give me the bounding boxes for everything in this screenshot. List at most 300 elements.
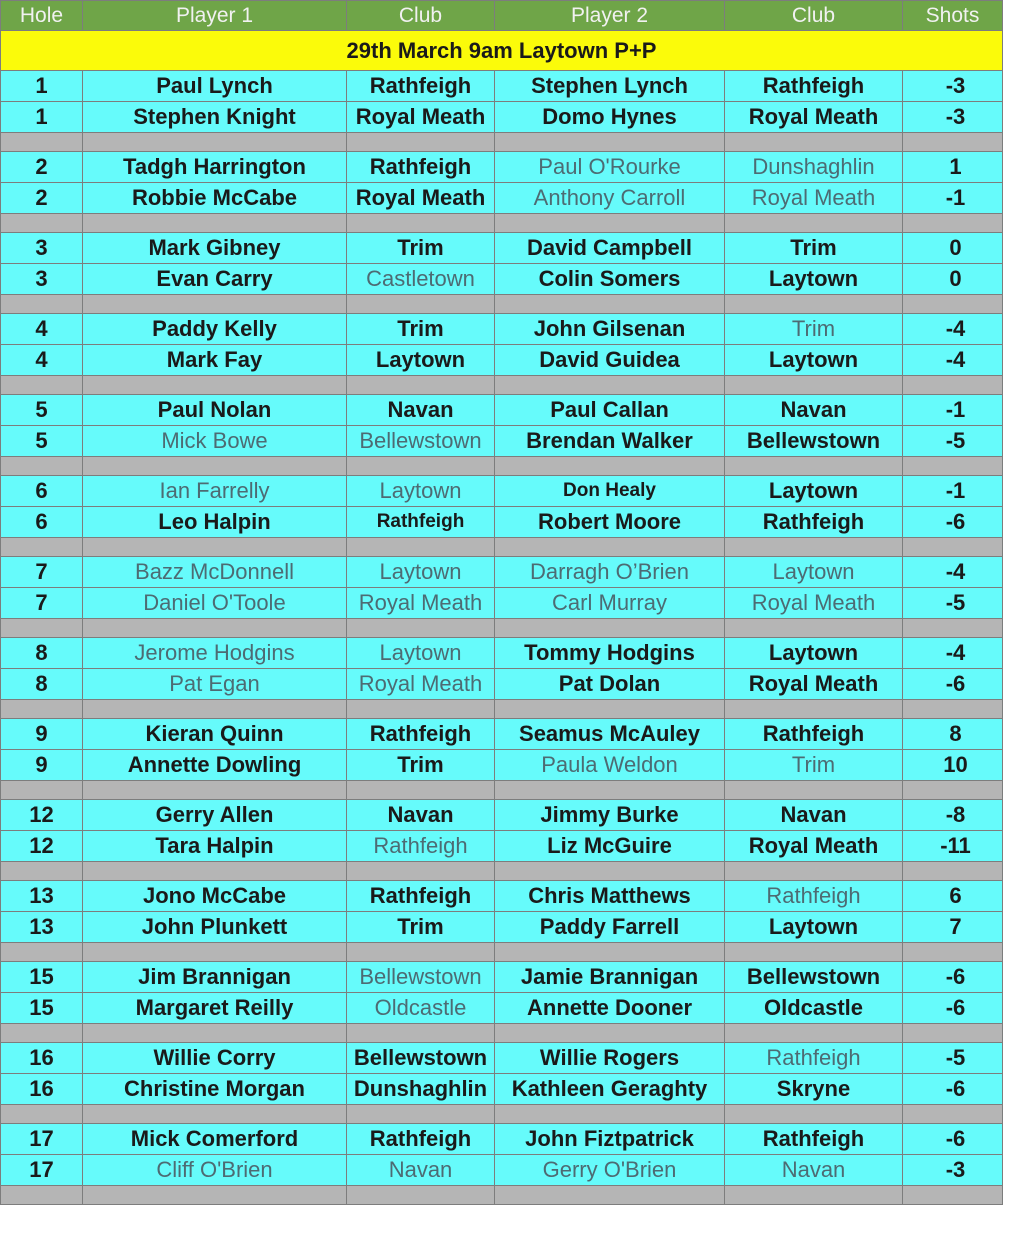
cell-club2[interactable]: Laytown: [725, 638, 903, 669]
cell-player2[interactable]: Jimmy Burke: [495, 800, 725, 831]
title-row: [1, 31, 1003, 71]
cell-club2[interactable]: Royal Meath: [725, 588, 903, 619]
table-row: [1, 426, 1003, 457]
empty-cell[interactable]: [495, 619, 725, 638]
empty-cell[interactable]: [83, 700, 347, 719]
cell-hole[interactable]: 3: [1, 264, 83, 295]
cell-club2[interactable]: Royal Meath: [725, 102, 903, 133]
empty-cell[interactable]: [83, 295, 347, 314]
cell-player2[interactable]: Jamie Brannigan: [495, 962, 725, 993]
cell-hole[interactable]: 8: [1, 638, 83, 669]
cell-hole[interactable]: 7: [1, 557, 83, 588]
empty-cell[interactable]: [83, 1186, 347, 1205]
empty-cell[interactable]: [725, 943, 903, 962]
cell-player2[interactable]: John Fiztpatrick: [495, 1124, 725, 1155]
cell-club2[interactable]: Rathfeigh: [725, 881, 903, 912]
empty-cell[interactable]: [495, 1186, 725, 1205]
table-row: [1, 881, 1003, 912]
empty-cell[interactable]: [347, 943, 495, 962]
cell-shots[interactable]: -5: [903, 1043, 1003, 1074]
cell-player2[interactable]: Seamus McAuley: [495, 719, 725, 750]
empty-cell[interactable]: [83, 619, 347, 638]
cell-club1[interactable]: Laytown: [347, 476, 495, 507]
empty-cell[interactable]: [347, 700, 495, 719]
cell-hole[interactable]: 15: [1, 993, 83, 1024]
empty-cell[interactable]: [495, 781, 725, 800]
empty-cell[interactable]: [903, 376, 1003, 395]
cell-club1[interactable]: Royal Meath: [347, 588, 495, 619]
table-row: [1, 993, 1003, 1024]
empty-cell[interactable]: [903, 1186, 1003, 1205]
empty-cell[interactable]: [83, 862, 347, 881]
cell-club1[interactable]: Rathfeigh: [347, 881, 495, 912]
cell-club1[interactable]: Royal Meath: [347, 183, 495, 214]
cell-club2[interactable]: Trim: [725, 750, 903, 781]
cell-club2[interactable]: Royal Meath: [725, 669, 903, 700]
cell-shots[interactable]: -3: [903, 1155, 1003, 1186]
cell-hole[interactable]: 13: [1, 912, 83, 943]
cell-player2[interactable]: Chris Matthews: [495, 881, 725, 912]
cell-shots[interactable]: -6: [903, 507, 1003, 538]
table-row: [1, 669, 1003, 700]
empty-cell[interactable]: [347, 1024, 495, 1043]
cell-shots[interactable]: -3: [903, 102, 1003, 133]
cell-shots[interactable]: -6: [903, 1124, 1003, 1155]
cell-hole[interactable]: 5: [1, 395, 83, 426]
cell-club2[interactable]: Rathfeigh: [725, 71, 903, 102]
empty-cell[interactable]: [725, 1024, 903, 1043]
empty-cell[interactable]: [83, 133, 347, 152]
cell-club2[interactable]: Laytown: [725, 557, 903, 588]
table-row: [1, 962, 1003, 993]
empty-cell[interactable]: [1, 1105, 83, 1124]
table-row: [1, 831, 1003, 862]
table-row: [1, 1043, 1003, 1074]
column-header-club-1[interactable]: Club: [347, 1, 495, 31]
table-row: [1, 345, 1003, 376]
cell-club2[interactable]: Laytown: [725, 264, 903, 295]
cell-club2[interactable]: Laytown: [725, 912, 903, 943]
separator-row: [1, 133, 1003, 152]
empty-cell[interactable]: [347, 457, 495, 476]
cell-club1[interactable]: Bellewstown: [347, 962, 495, 993]
cell-player1[interactable]: Robbie McCabe: [83, 183, 347, 214]
cell-shots[interactable]: -1: [903, 476, 1003, 507]
cell-club1[interactable]: Rathfeigh: [347, 719, 495, 750]
table-row: [1, 912, 1003, 943]
cell-player2[interactable]: David Campbell: [495, 233, 725, 264]
cell-player2[interactable]: Don Healy: [495, 476, 725, 507]
cell-club1[interactable]: Bellewstown: [347, 426, 495, 457]
empty-cell[interactable]: [1, 700, 83, 719]
separator-row: [1, 781, 1003, 800]
cell-club2[interactable]: Trim: [725, 314, 903, 345]
empty-cell[interactable]: [83, 943, 347, 962]
cell-club2[interactable]: Oldcastle: [725, 993, 903, 1024]
cell-shots[interactable]: -4: [903, 638, 1003, 669]
empty-cell[interactable]: [725, 133, 903, 152]
cell-club1[interactable]: Trim: [347, 750, 495, 781]
empty-cell[interactable]: [347, 133, 495, 152]
empty-cell[interactable]: [347, 862, 495, 881]
cell-club1[interactable]: Dunshaghlin: [347, 1074, 495, 1105]
empty-cell[interactable]: [83, 538, 347, 557]
cell-hole[interactable]: 16: [1, 1043, 83, 1074]
table-row: [1, 476, 1003, 507]
table-row: [1, 557, 1003, 588]
empty-cell[interactable]: [495, 376, 725, 395]
empty-cell[interactable]: [903, 1024, 1003, 1043]
empty-cell[interactable]: [1, 133, 83, 152]
cell-player2[interactable]: Kathleen Geraghty: [495, 1074, 725, 1105]
empty-cell[interactable]: [495, 457, 725, 476]
column-header-player-2[interactable]: Player 2: [495, 1, 725, 31]
cell-club2[interactable]: Laytown: [725, 345, 903, 376]
cell-hole[interactable]: 13: [1, 881, 83, 912]
cell-club2[interactable]: Trim: [725, 233, 903, 264]
cell-shots[interactable]: -6: [903, 962, 1003, 993]
cell-shots[interactable]: -4: [903, 557, 1003, 588]
cell-player1[interactable]: Daniel O'Toole: [83, 588, 347, 619]
table-row: [1, 1124, 1003, 1155]
empty-cell[interactable]: [903, 295, 1003, 314]
cell-hole[interactable]: 17: [1, 1155, 83, 1186]
empty-cell[interactable]: [1, 619, 83, 638]
separator-row: [1, 862, 1003, 881]
empty-cell[interactable]: [347, 619, 495, 638]
empty-cell[interactable]: [83, 214, 347, 233]
cell-player2[interactable]: Paul Callan: [495, 395, 725, 426]
cell-player1[interactable]: Jerome Hodgins: [83, 638, 347, 669]
empty-cell[interactable]: [1, 538, 83, 557]
empty-cell[interactable]: [725, 376, 903, 395]
cell-shots[interactable]: -5: [903, 588, 1003, 619]
empty-cell[interactable]: [495, 1024, 725, 1043]
empty-cell[interactable]: [1, 1024, 83, 1043]
empty-cell[interactable]: [83, 781, 347, 800]
cell-club1[interactable]: Navan: [347, 1155, 495, 1186]
cell-player1[interactable]: Bazz McDonnell: [83, 557, 347, 588]
empty-cell[interactable]: [903, 214, 1003, 233]
cell-club1[interactable]: Navan: [347, 800, 495, 831]
cell-player2[interactable]: Tommy Hodgins: [495, 638, 725, 669]
cell-club2[interactable]: Navan: [725, 800, 903, 831]
cell-club1[interactable]: Trim: [347, 314, 495, 345]
cell-shots[interactable]: -6: [903, 1074, 1003, 1105]
cell-club1[interactable]: Laytown: [347, 638, 495, 669]
cell-club2[interactable]: Bellewstown: [725, 962, 903, 993]
empty-cell[interactable]: [1, 457, 83, 476]
cell-shots[interactable]: -6: [903, 993, 1003, 1024]
cell-player1[interactable]: Paul Lynch: [83, 71, 347, 102]
empty-cell[interactable]: [903, 619, 1003, 638]
cell-club2[interactable]: Skryne: [725, 1074, 903, 1105]
cell-club2[interactable]: Royal Meath: [725, 831, 903, 862]
cell-player1[interactable]: Ian Farrelly: [83, 476, 347, 507]
table-row: [1, 507, 1003, 538]
cell-club1[interactable]: Rathfeigh: [347, 1124, 495, 1155]
cell-player2[interactable]: Carl Murray: [495, 588, 725, 619]
cell-club2[interactable]: Laytown: [725, 476, 903, 507]
separator-row: [1, 1105, 1003, 1124]
empty-cell[interactable]: [347, 1105, 495, 1124]
empty-cell[interactable]: [347, 1186, 495, 1205]
cell-club2[interactable]: Royal Meath: [725, 183, 903, 214]
cell-player1[interactable]: Paul Nolan: [83, 395, 347, 426]
empty-cell[interactable]: [1, 862, 83, 881]
cell-player1[interactable]: Mick Comerford: [83, 1124, 347, 1155]
cell-hole[interactable]: 6: [1, 507, 83, 538]
empty-cell[interactable]: [903, 700, 1003, 719]
table-row: [1, 233, 1003, 264]
empty-cell[interactable]: [495, 133, 725, 152]
cell-shots[interactable]: -8: [903, 800, 1003, 831]
empty-cell[interactable]: [495, 214, 725, 233]
empty-cell[interactable]: [903, 1105, 1003, 1124]
empty-cell[interactable]: [903, 943, 1003, 962]
cell-hole[interactable]: 17: [1, 1124, 83, 1155]
table-row: [1, 183, 1003, 214]
cell-player2[interactable]: Liz McGuire: [495, 831, 725, 862]
cell-player2[interactable]: Annette Dooner: [495, 993, 725, 1024]
cell-club1[interactable]: Royal Meath: [347, 669, 495, 700]
cell-hole[interactable]: 8: [1, 669, 83, 700]
separator-row: [1, 619, 1003, 638]
empty-cell[interactable]: [495, 538, 725, 557]
cell-club2[interactable]: Rathfeigh: [725, 719, 903, 750]
cell-club1[interactable]: Oldcastle: [347, 993, 495, 1024]
cell-hole[interactable]: 5: [1, 426, 83, 457]
cell-player2[interactable]: Robert Moore: [495, 507, 725, 538]
table-row: [1, 719, 1003, 750]
cell-hole[interactable]: 4: [1, 314, 83, 345]
cell-club1[interactable]: Trim: [347, 233, 495, 264]
empty-cell[interactable]: [1, 943, 83, 962]
cell-player2[interactable]: Paddy Farrell: [495, 912, 725, 943]
table-row: [1, 1074, 1003, 1105]
separator-row: [1, 1024, 1003, 1043]
column-header-hole[interactable]: Hole: [1, 1, 83, 31]
cell-club1[interactable]: Royal Meath: [347, 102, 495, 133]
separator-row: [1, 214, 1003, 233]
separator-row: [1, 700, 1003, 719]
empty-cell[interactable]: [725, 1105, 903, 1124]
empty-cell[interactable]: [83, 376, 347, 395]
cell-shots[interactable]: 8: [903, 719, 1003, 750]
table-row: [1, 314, 1003, 345]
cell-club2[interactable]: Dunshaghlin: [725, 152, 903, 183]
cell-player2[interactable]: Paul O'Rourke: [495, 152, 725, 183]
empty-cell[interactable]: [495, 700, 725, 719]
cell-club1[interactable]: Castletown: [347, 264, 495, 295]
cell-club1[interactable]: Rathfeigh: [347, 831, 495, 862]
cell-club2[interactable]: Rathfeigh: [725, 507, 903, 538]
cell-player1[interactable]: Annette Dowling: [83, 750, 347, 781]
empty-cell[interactable]: [1, 295, 83, 314]
empty-cell[interactable]: [347, 781, 495, 800]
cell-hole[interactable]: 7: [1, 588, 83, 619]
cell-hole[interactable]: 1: [1, 102, 83, 133]
empty-cell[interactable]: [725, 457, 903, 476]
empty-cell[interactable]: [1, 214, 83, 233]
cell-shots[interactable]: -11: [903, 831, 1003, 862]
cell-hole[interactable]: 1: [1, 71, 83, 102]
cell-player1[interactable]: Evan Carry: [83, 264, 347, 295]
cell-hole[interactable]: 2: [1, 183, 83, 214]
separator-row: [1, 457, 1003, 476]
empty-cell[interactable]: [903, 781, 1003, 800]
empty-cell[interactable]: [725, 214, 903, 233]
empty-cell[interactable]: [495, 295, 725, 314]
cell-player2[interactable]: Paula Weldon: [495, 750, 725, 781]
cell-club2[interactable]: Navan: [725, 1155, 903, 1186]
cell-shots[interactable]: -1: [903, 183, 1003, 214]
empty-cell[interactable]: [83, 1105, 347, 1124]
cell-player1[interactable]: Leo Halpin: [83, 507, 347, 538]
table-row: [1, 152, 1003, 183]
cell-club2[interactable]: Rathfeigh: [725, 1043, 903, 1074]
cell-player1[interactable]: Christine Morgan: [83, 1074, 347, 1105]
empty-cell[interactable]: [725, 700, 903, 719]
cell-player1[interactable]: Jim Brannigan: [83, 962, 347, 993]
cell-club2[interactable]: Navan: [725, 395, 903, 426]
empty-cell[interactable]: [903, 457, 1003, 476]
empty-cell[interactable]: [83, 1024, 347, 1043]
cell-player1[interactable]: Willie Corry: [83, 1043, 347, 1074]
cell-shots[interactable]: -6: [903, 669, 1003, 700]
cell-hole[interactable]: 12: [1, 831, 83, 862]
cell-club1[interactable]: Rathfeigh: [347, 71, 495, 102]
empty-cell[interactable]: [495, 862, 725, 881]
cell-shots[interactable]: 7: [903, 912, 1003, 943]
empty-cell[interactable]: [495, 1105, 725, 1124]
separator-row: [1, 538, 1003, 557]
cell-club1[interactable]: Rathfeigh: [347, 507, 495, 538]
cell-hole[interactable]: 2: [1, 152, 83, 183]
cell-player2[interactable]: John Gilsenan: [495, 314, 725, 345]
cell-hole[interactable]: 15: [1, 962, 83, 993]
cell-player2[interactable]: Anthony Carroll: [495, 183, 725, 214]
cell-club2[interactable]: Rathfeigh: [725, 1124, 903, 1155]
cell-player2[interactable]: Stephen Lynch: [495, 71, 725, 102]
table-row: [1, 71, 1003, 102]
empty-cell[interactable]: [347, 295, 495, 314]
empty-cell[interactable]: [725, 619, 903, 638]
cell-hole[interactable]: 4: [1, 345, 83, 376]
cell-club1[interactable]: Navan: [347, 395, 495, 426]
cell-player2[interactable]: Pat Dolan: [495, 669, 725, 700]
header-row: [1, 1, 1003, 31]
cell-player1[interactable]: Stephen Knight: [83, 102, 347, 133]
cell-player2[interactable]: Willie Rogers: [495, 1043, 725, 1074]
empty-cell[interactable]: [1, 376, 83, 395]
column-header-shots[interactable]: Shots: [903, 1, 1003, 31]
cell-shots[interactable]: 10: [903, 750, 1003, 781]
cell-player1[interactable]: John Plunkett: [83, 912, 347, 943]
cell-hole[interactable]: 16: [1, 1074, 83, 1105]
empty-cell[interactable]: [725, 781, 903, 800]
separator-row: [1, 295, 1003, 314]
cell-player1[interactable]: Kieran Quinn: [83, 719, 347, 750]
empty-cell[interactable]: [347, 538, 495, 557]
cell-player1[interactable]: Mick Bowe: [83, 426, 347, 457]
cell-shots[interactable]: -4: [903, 345, 1003, 376]
cell-player2[interactable]: Brendan Walker: [495, 426, 725, 457]
empty-cell[interactable]: [83, 457, 347, 476]
table-row: [1, 264, 1003, 295]
cell-hole[interactable]: 9: [1, 719, 83, 750]
table-row: [1, 750, 1003, 781]
cell-player2[interactable]: Darragh O’Brien: [495, 557, 725, 588]
cell-club1[interactable]: Rathfeigh: [347, 152, 495, 183]
separator-row: [1, 943, 1003, 962]
cell-player2[interactable]: Domo Hynes: [495, 102, 725, 133]
cell-shots[interactable]: -4: [903, 314, 1003, 345]
table-row: [1, 800, 1003, 831]
table-row: [1, 102, 1003, 133]
cell-shots[interactable]: -1: [903, 395, 1003, 426]
cell-hole[interactable]: 9: [1, 750, 83, 781]
empty-cell[interactable]: [725, 538, 903, 557]
cell-player1[interactable]: Margaret Reilly: [83, 993, 347, 1024]
empty-cell[interactable]: [725, 295, 903, 314]
cell-club1[interactable]: Laytown: [347, 557, 495, 588]
cell-player1[interactable]: Mark Gibney: [83, 233, 347, 264]
cell-player1[interactable]: Paddy Kelly: [83, 314, 347, 345]
cell-hole[interactable]: 6: [1, 476, 83, 507]
column-header-club-2[interactable]: Club: [725, 1, 903, 31]
empty-cell[interactable]: [725, 862, 903, 881]
cell-player2[interactable]: Gerry O'Brien: [495, 1155, 725, 1186]
table-row: [1, 395, 1003, 426]
cell-player1[interactable]: Mark Fay: [83, 345, 347, 376]
event-title[interactable]: 29th March 9am Laytown P+P: [1, 31, 1003, 71]
empty-cell[interactable]: [903, 538, 1003, 557]
cell-club2[interactable]: Bellewstown: [725, 426, 903, 457]
cell-shots[interactable]: -3: [903, 71, 1003, 102]
cell-player1[interactable]: Cliff O'Brien: [83, 1155, 347, 1186]
empty-cell[interactable]: [1, 781, 83, 800]
empty-cell[interactable]: [903, 862, 1003, 881]
cell-hole[interactable]: 3: [1, 233, 83, 264]
empty-cell[interactable]: [725, 1186, 903, 1205]
empty-cell[interactable]: [347, 376, 495, 395]
empty-cell[interactable]: [495, 943, 725, 962]
cell-shots[interactable]: -5: [903, 426, 1003, 457]
cell-player1[interactable]: Tadgh Harrington: [83, 152, 347, 183]
cell-club1[interactable]: Bellewstown: [347, 1043, 495, 1074]
empty-cell[interactable]: [1, 1186, 83, 1205]
cell-player2[interactable]: David Guidea: [495, 345, 725, 376]
cell-player1[interactable]: Jono McCabe: [83, 881, 347, 912]
cell-player2[interactable]: Colin Somers: [495, 264, 725, 295]
cell-shots[interactable]: 0: [903, 264, 1003, 295]
cell-player1[interactable]: Tara Halpin: [83, 831, 347, 862]
column-header-player-1[interactable]: Player 1: [83, 1, 347, 31]
cell-shots[interactable]: 6: [903, 881, 1003, 912]
cell-player1[interactable]: Gerry Allen: [83, 800, 347, 831]
cell-hole[interactable]: 12: [1, 800, 83, 831]
cell-shots[interactable]: 1: [903, 152, 1003, 183]
cell-shots[interactable]: 0: [903, 233, 1003, 264]
empty-cell[interactable]: [903, 133, 1003, 152]
separator-row: [1, 1186, 1003, 1205]
cell-player1[interactable]: Pat Egan: [83, 669, 347, 700]
cell-club1[interactable]: Laytown: [347, 345, 495, 376]
empty-cell[interactable]: [347, 214, 495, 233]
table-row: [1, 638, 1003, 669]
cell-club1[interactable]: Trim: [347, 912, 495, 943]
